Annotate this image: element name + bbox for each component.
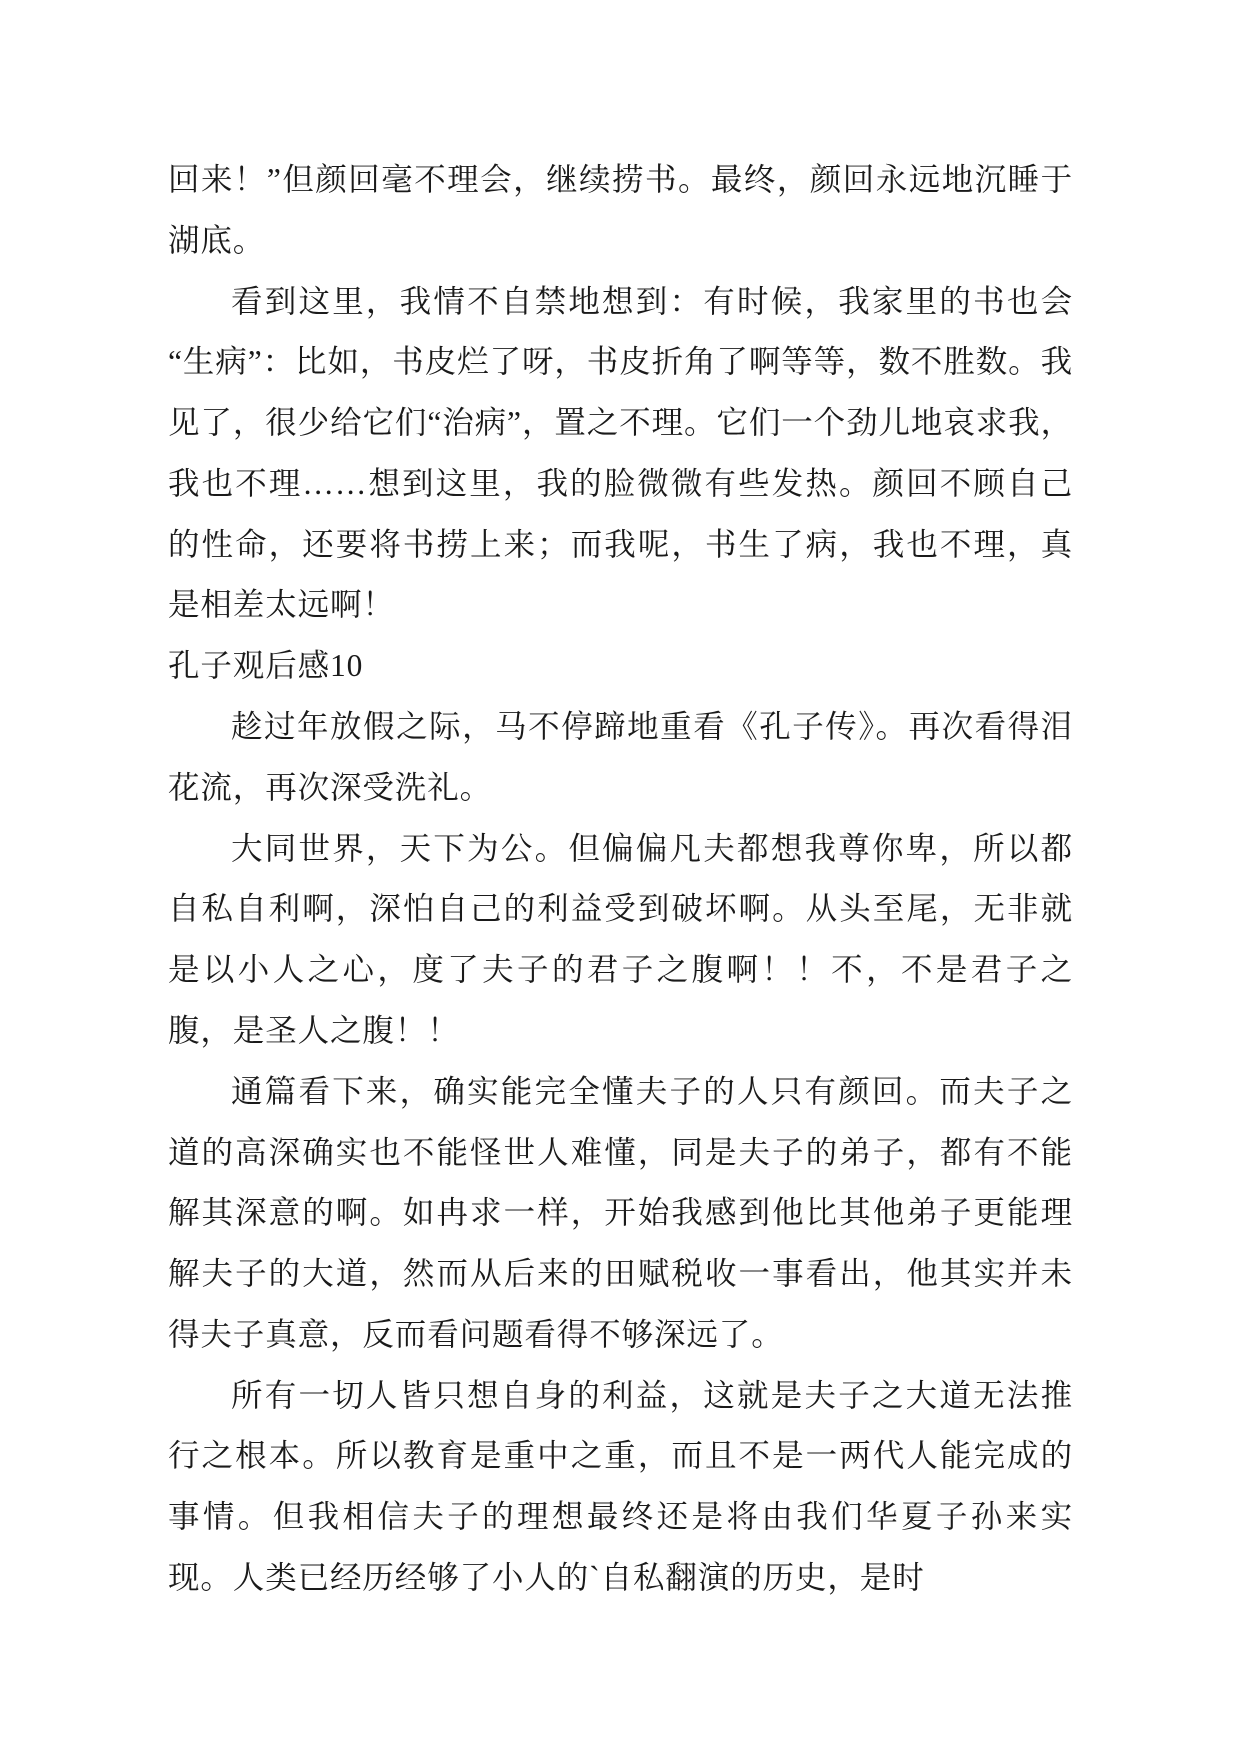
paragraph-datong: 大同世界，天下为公。但偏偏凡夫都想我尊你卑，所以都自私自利啊，深怕自己的利益受到破坏啊。从头至尾，无非就是以小人之心，度了夫子的君子之腹啊！！不，不是君子之腹，是圣人之腹！！: [168, 830, 1073, 1048]
section-heading-kongzi-10: 孔子观后感10: [168, 648, 364, 684]
paragraph-yanhui: 通篇看下来，确实能完全懂夫子的人只有颜回。而夫子之道的高深确实也不能怪世人难懂，同是夫子的弟子，都有不能解其深意的啊。如冉求一样，开始我感到他比其他弟子更能理解夫子的大道，然而从后来的田赋税收一事看出，他其实并未得夫子真意，反而看问题看得不够深远了。: [168, 1073, 1073, 1352]
paragraph-education: 所有一切人皆只想自身的利益，这就是夫子之大道无法推行之根本。所以教育是重中之重，而且不是一两代人能完成的事情。但我相信夫子的理想最终还是将由我们华夏子孙来实现。人类已经历经够了小人的`自私翻演的历史，是时: [168, 1377, 1073, 1595]
paragraph-rewatch: 趁过年放假之际，马不停蹄地重看《孔子传》。再次看得泪花流，再次深受洗礼。: [168, 709, 1073, 805]
paragraph-reflection-books: 看到这里，我情不自禁地想到：有时候，我家里的书也会“生病”：比如，书皮烂了呀，书皮折角了啊等等，数不胜数。我见了，很少给它们“治病”，置之不理。它们一个劲儿地哀求我，我也不理……想到这里，我的脸微微有些发热。颜回不顾自己的性命，还要将书捞上来；而我呢，书生了病，我也不理，真是相差太远啊！: [168, 283, 1073, 623]
document-body: [168, 150, 1073, 1609]
paragraph-continued: 回来！”但颜回毫不理会，继续捞书。最终，颜回永远地沉睡于湖底。: [168, 162, 1073, 258]
